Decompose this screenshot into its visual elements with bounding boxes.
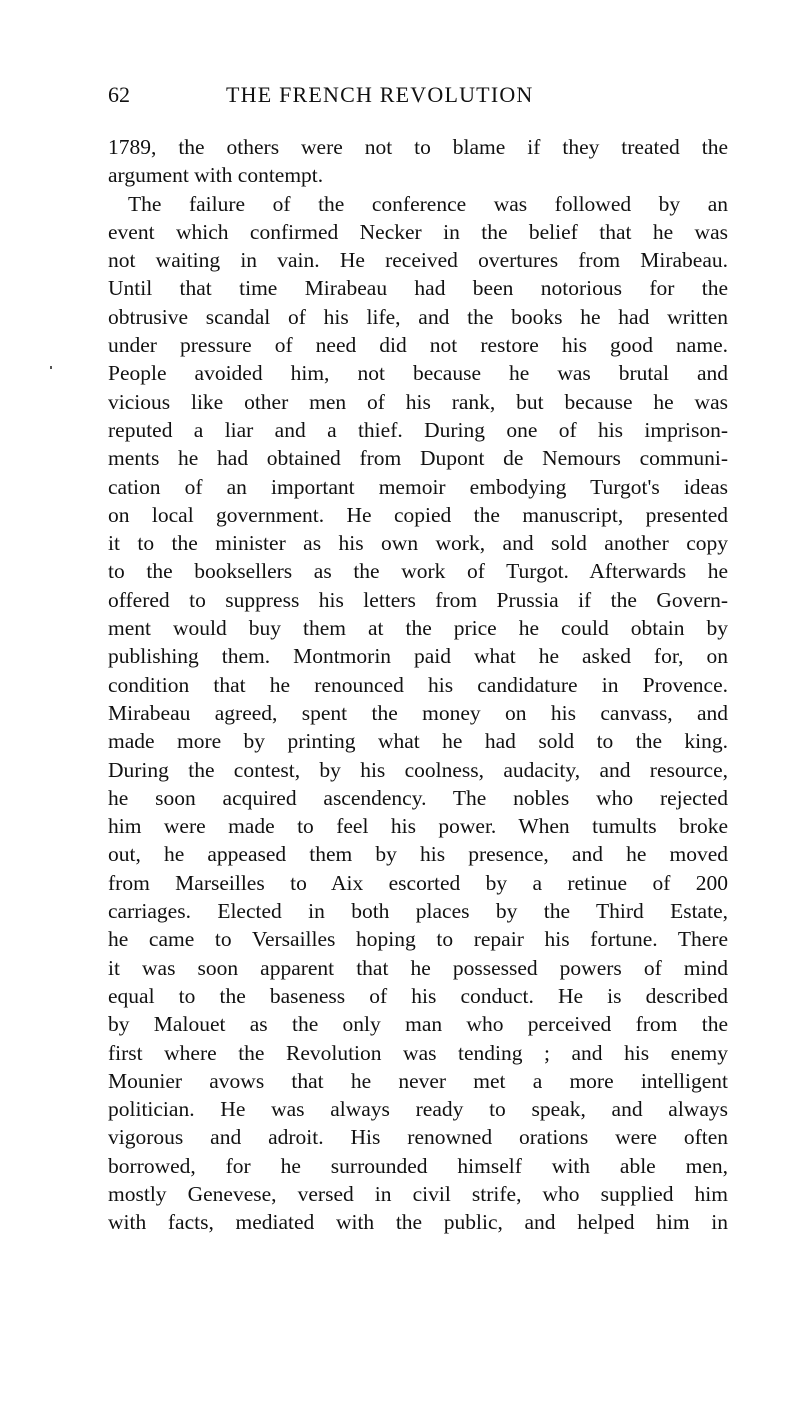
- text-line: to the booksellers as the work of Turgot. Afterwards he: [108, 559, 728, 584]
- text-line: vigorous and adroit. His renowned orations were often: [108, 1125, 728, 1150]
- text-line: 1789, the others were not to blame if they treated the: [108, 135, 728, 159]
- text-line: made more by printing what he had sold to the king.: [108, 729, 728, 754]
- text-line: equal to the baseness of his conduct. He is described: [108, 983, 728, 1008]
- text-line: Mirabeau agreed, spent the money on his canvass, and: [108, 700, 728, 725]
- text-line: The failure of the conference was followed by an: [128, 191, 728, 216]
- text-line: argument with contempt.: [108, 163, 324, 188]
- scan-speck: [50, 366, 52, 369]
- text-line: vicious like other men of his rank, but because he was: [108, 389, 728, 414]
- text-line: ment would buy them at the price he could obtain by: [108, 616, 728, 641]
- text-line: People avoided him, not because he was brutal and: [108, 361, 728, 386]
- text-line: mostly Genevese, versed in civil strife, who supplied him: [108, 1181, 728, 1206]
- text-line: under pressure of need did not restore his good name.: [108, 333, 728, 358]
- text-line: cation of an important memoir embodying Turgot's ideas: [108, 474, 728, 499]
- text-line: ments he had obtained from Dupont de Nemours communi-: [108, 446, 728, 471]
- text-line: Until that time Mirabeau had been notorious for the: [108, 276, 728, 301]
- text-line: During the contest, by his coolness, audacity, and resource,: [108, 757, 728, 782]
- text-line: publishing them. Montmorin paid what he asked for, on: [108, 644, 728, 669]
- text-line: he soon acquired ascendency. The nobles who rejected: [108, 785, 728, 810]
- text-line: carriages. Elected in both places by the Third Estate,: [108, 899, 728, 924]
- text-line: on local government. He copied the manuscript, presented: [108, 502, 728, 527]
- text-line: him were made to feel his power. When tumults broke: [108, 814, 728, 839]
- text-line: Mounier avows that he never met a more intelligent: [108, 1068, 728, 1093]
- text-line: obtrusive scandal of his life, and the books he had written: [108, 304, 728, 329]
- body-text: [108, 133, 728, 1237]
- page-number: 62: [108, 82, 130, 107]
- running-header: [108, 82, 728, 112]
- text-line: borrowed, for he surrounded himself with able men,: [108, 1153, 728, 1178]
- text-line: by Malouet as the only man who perceived from the: [108, 1012, 728, 1037]
- text-line: with facts, mediated with the public, and helped him in: [108, 1210, 728, 1235]
- text-line: not waiting in vain. He received overtures from Mirabeau.: [108, 248, 728, 273]
- text-line: offered to suppress his letters from Prussia if the Govern-: [108, 587, 728, 612]
- text-line: out, he appeased them by his presence, and he moved: [108, 842, 728, 867]
- text-line: reputed a liar and a thief. During one of his imprison-: [108, 417, 728, 442]
- text-line: it to the minister as his own work, and sold another copy: [108, 531, 728, 556]
- text-line: condition that he renounced his candidature in Provence.: [108, 672, 728, 697]
- text-line: event which confirmed Necker in the belief that he was: [108, 219, 728, 244]
- text-line: he came to Versailles hoping to repair his fortune. There: [108, 927, 728, 952]
- text-line: first where the Revolution was tending ; and his enemy: [108, 1040, 728, 1065]
- text-line: politician. He was always ready to speak, and always: [108, 1097, 728, 1122]
- text-line: it was soon apparent that he possessed powers of mind: [108, 955, 728, 980]
- text-line: from Marseilles to Aix escorted by a retinue of 200: [108, 870, 728, 895]
- running-title: THE FRENCH REVOLUTION: [226, 82, 534, 107]
